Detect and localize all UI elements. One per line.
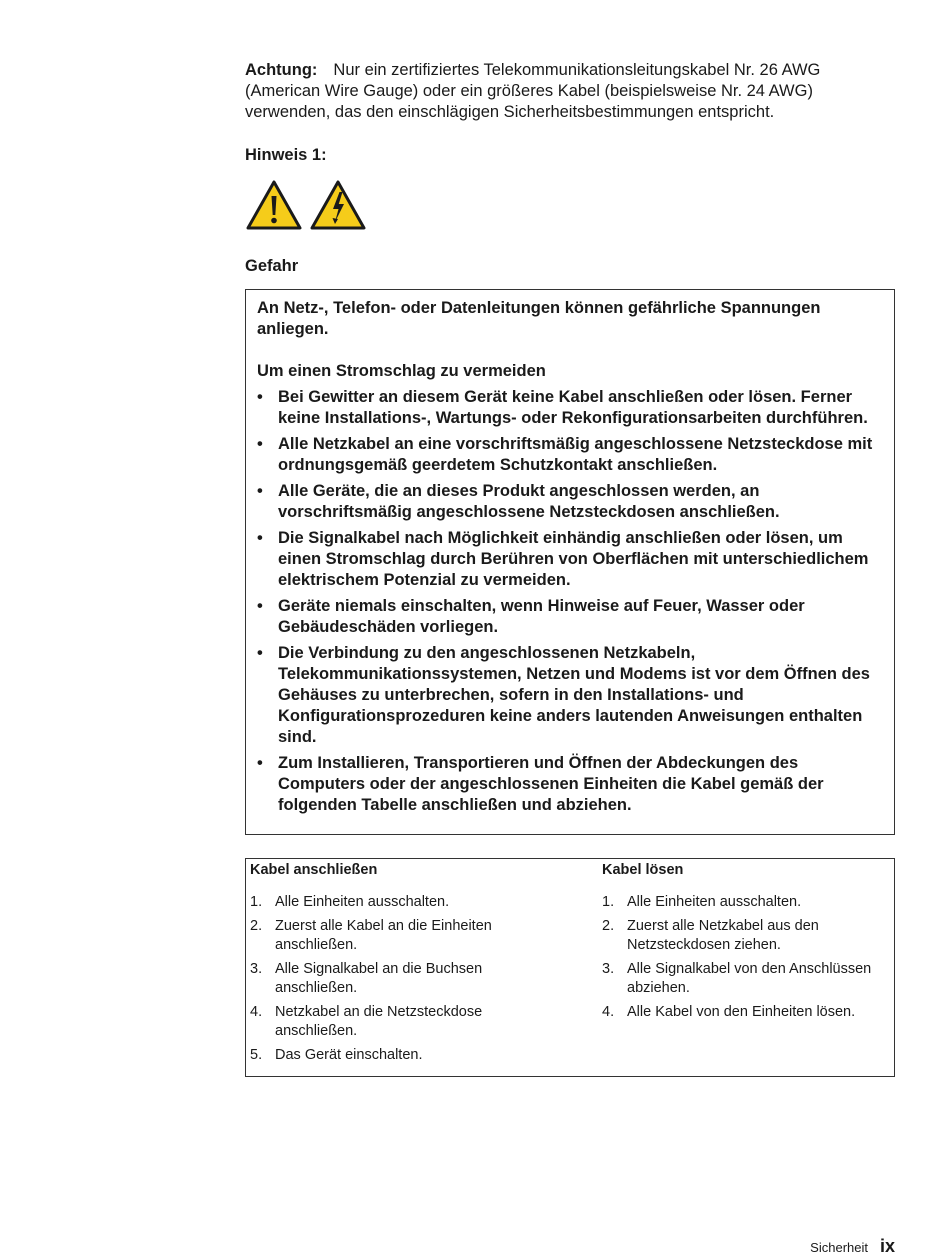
page-content xyxy=(245,60,895,1077)
step-text: Netzkabel an die Netzsteckdose anschließen. xyxy=(275,1004,483,1039)
connect-column xyxy=(250,861,570,1070)
step-number: 2. xyxy=(602,918,615,934)
warning-triangle-icon xyxy=(245,178,303,232)
step-number: 4. xyxy=(250,1004,263,1020)
step-number: 2. xyxy=(250,918,263,934)
step-text: Alle Signalkabel an die Buchsen anschließen. xyxy=(275,961,483,996)
list-item xyxy=(602,893,890,912)
step-text: Alle Kabel von den Einheiten lösen. xyxy=(627,1004,856,1020)
high-voltage-icon xyxy=(309,178,367,232)
step-number: 3. xyxy=(250,961,263,977)
list-item xyxy=(602,1003,890,1022)
step-text: Alle Einheiten ausschalten. xyxy=(627,894,802,910)
step-text: Das Gerät einschalten. xyxy=(275,1047,423,1063)
cable-table xyxy=(245,858,895,1077)
caution-text: Nur ein zertifiziertes Telekommunikationsleitungskabel Nr. 26 AWG (American Wire Gauge) oder ein größeres Kabel (beispielsweise Nr. 24 AWG) verwenden, das den einschlägigen Sicherheitsbestimmungen entspricht. xyxy=(245,61,821,121)
page-footer xyxy=(810,1236,895,1257)
caution-label: Achtung: xyxy=(245,61,318,79)
connect-header: Kabel anschließen xyxy=(250,862,378,878)
list-item: • Alle Netzkabel an eine vorschriftsmäßig angeschlossene Netzsteckdose mit ordnungsgemäß geerdetem Schutzkontakt anschließen. xyxy=(257,434,884,476)
list-item: • Zum Installieren, Transportieren und Öffnen der Abdeckungen des Computers oder der angeschlossenen Einheiten die Kabel gemäß der folgenden Tabelle anschließen und abziehen. xyxy=(257,753,884,816)
step-number: 3. xyxy=(602,961,615,977)
step-text: Alle Einheiten ausschalten. xyxy=(275,894,450,910)
step-number: 4. xyxy=(602,1004,615,1020)
list-item: • Bei Gewitter an diesem Gerät keine Kabel anschließen oder lösen. Ferner keine Installations-, Wartungs- oder Rekonfigurationsarbeiten durchführen. xyxy=(257,387,884,429)
hazard-icons xyxy=(245,178,895,232)
disconnect-steps xyxy=(602,893,890,1022)
step-text: Alle Signalkabel von den Anschlüssen abziehen. xyxy=(627,961,872,996)
connect-steps xyxy=(250,893,570,1065)
list-item: • Die Signalkabel nach Möglichkeit einhändig anschließen oder lösen, um einen Stromschlag durch Berühren von Oberflächen mit unterschiedlichem elektrischem Potenzial zu vermeiden. xyxy=(257,528,884,591)
list-item: • Die Verbindung zu den angeschlossenen Netzkabeln, Telekommunikationssystemen, Netzen und Modems ist vor dem Öffnen des Gehäuses zu unterbrechen, sofern in den Installations- und Konfigurationsprozeduren keine anders lautenden Anweisungen enthalten sind. xyxy=(257,643,884,748)
list-item xyxy=(250,917,570,955)
list-item xyxy=(250,1003,570,1041)
step-number: 1. xyxy=(250,894,263,910)
list-item xyxy=(250,1046,570,1065)
danger-heading: Gefahr xyxy=(245,257,299,275)
caution-notice xyxy=(245,60,895,123)
list-item xyxy=(250,893,570,912)
danger-box xyxy=(245,289,895,835)
step-text: Zuerst alle Kabel an die Einheiten anschließen. xyxy=(275,918,492,953)
danger-intro: An Netz-, Telefon- oder Datenleitungen können gefährliche Spannungen anliegen. xyxy=(257,299,821,338)
danger-subheading: Um einen Stromschlag zu vermeiden xyxy=(257,362,546,380)
disconnect-header: Kabel lösen xyxy=(602,862,684,878)
step-number: 5. xyxy=(250,1047,263,1063)
step-number: 1. xyxy=(602,894,615,910)
list-item xyxy=(602,917,890,955)
disconnect-column xyxy=(570,861,890,1070)
list-item: • Alle Geräte, die an dieses Produkt angeschlossen werden, an vorschriftsmäßig angeschlossene Netzsteckdosen anschließen. xyxy=(257,481,884,523)
note-heading: Hinweis 1: xyxy=(245,146,327,164)
list-item: • Geräte niemals einschalten, wenn Hinweise auf Feuer, Wasser oder Gebäudeschäden vorliegen. xyxy=(257,596,884,638)
page-number: ix xyxy=(879,1236,895,1256)
list-item xyxy=(250,960,570,998)
step-text: Zuerst alle Netzkabel aus den Netzsteckdosen ziehen. xyxy=(627,918,819,953)
list-item xyxy=(602,960,890,998)
footer-section: Sicherheit xyxy=(810,1240,868,1255)
danger-list xyxy=(257,387,884,816)
